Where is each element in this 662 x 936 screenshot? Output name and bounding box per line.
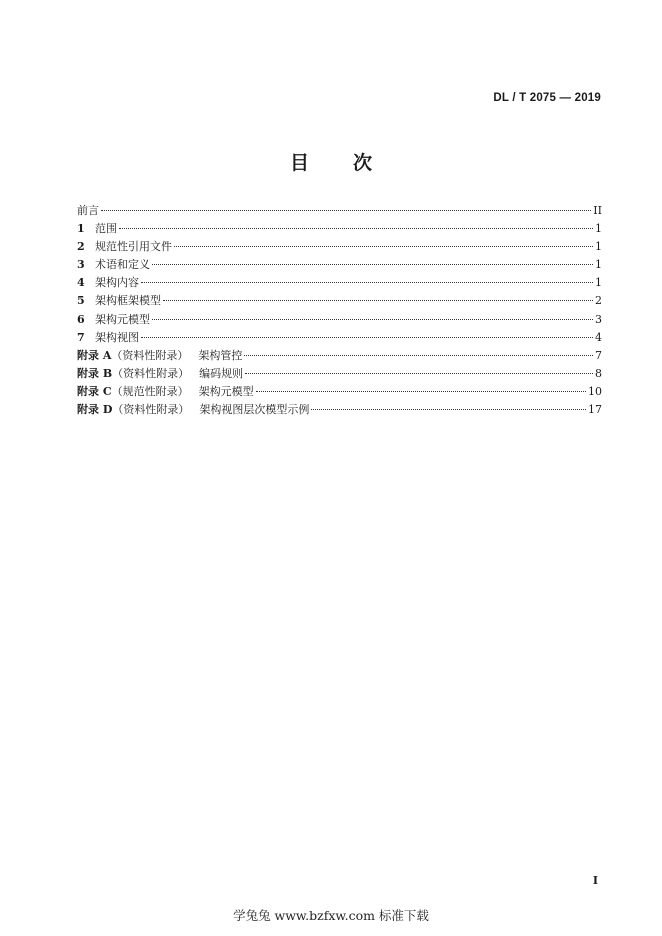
toc-entry-title: [77, 238, 172, 256]
toc-entry-label: 架构框架模型: [95, 294, 161, 308]
toc-entry-appendix-type: （资料性附录）: [112, 403, 190, 417]
toc-entry[interactable]: [77, 220, 602, 238]
toc-entry-number: 3: [77, 258, 85, 272]
toc-entry[interactable]: [77, 347, 602, 365]
toc-entry-title: [77, 292, 161, 310]
toc-entry-number: 6: [77, 312, 85, 326]
toc-entry[interactable]: [77, 401, 602, 419]
toc-entry-appendix: 附录 B: [77, 366, 113, 380]
toc-entry-appendix: 附录 D: [77, 403, 113, 417]
toc-entry-page: 1: [595, 240, 602, 254]
toc-entry-number: 1: [77, 222, 85, 236]
toc-entry-page: II: [593, 204, 602, 217]
toc-dot-leader: [152, 319, 593, 320]
toc-dot-leader: [152, 264, 593, 265]
toc-entry-page: 7: [595, 348, 602, 362]
toc-dot-leader: [256, 391, 586, 392]
toc-entry-title: [77, 401, 309, 419]
toc-entry-number: 4: [77, 276, 85, 290]
toc-entry-title: [77, 220, 117, 238]
toc-entry-appendix-type: （资料性附录）: [112, 366, 190, 380]
toc-entry-appendix: 附录 C: [77, 384, 112, 398]
toc-entry-page: 17: [588, 403, 602, 417]
toc-entry-title: [77, 383, 254, 401]
toc-dot-leader: [245, 373, 593, 374]
toc-dot-leader: [141, 282, 593, 283]
toc-entry-page: 2: [595, 294, 602, 308]
toc-entry-title: [77, 365, 243, 383]
toc-entry[interactable]: [77, 311, 602, 329]
toc-entry-label: 架构管控: [198, 348, 243, 362]
toc-entry-label: 术语和定义: [95, 258, 150, 272]
page-title: 目次: [289, 152, 416, 174]
toc-entry-page: 1: [595, 258, 602, 272]
toc-dot-leader: [174, 246, 593, 247]
toc-entry-page: 1: [595, 276, 602, 290]
toc-entry-title: [77, 202, 99, 220]
toc-entry[interactable]: [77, 256, 602, 274]
toc-entry-appendix-type: （资料性附录）: [111, 348, 189, 362]
toc-entry-label: 编码规则: [199, 366, 244, 380]
toc-entry-appendix: 附录 A: [77, 348, 112, 362]
toc-entry-label: 范围: [95, 222, 117, 236]
toc-entry-title: [77, 311, 150, 329]
watermark-text: 学兔兔 www.bzfxw.com 标准下载: [233, 908, 429, 923]
toc-entry[interactable]: [77, 365, 602, 383]
toc-entry-page: 8: [595, 366, 602, 380]
toc-entry-title: [77, 256, 150, 274]
toc-entry[interactable]: [77, 238, 602, 256]
toc-entry[interactable]: [77, 202, 602, 220]
standard-code: DL / T 2075 — 2019: [493, 92, 601, 104]
toc-dot-leader: [119, 228, 593, 229]
toc-dot-leader: [141, 337, 593, 338]
toc-entry-number: 5: [77, 294, 85, 308]
toc-entry-label: 架构内容: [95, 276, 139, 290]
toc-entry[interactable]: [77, 329, 602, 347]
toc-entry-page: 10: [588, 384, 602, 398]
toc-entry-title: [77, 274, 139, 292]
toc-entry-label: 架构元模型: [95, 312, 150, 326]
toc-entry-title: [77, 329, 139, 347]
toc-entry-label: 前言: [77, 204, 99, 217]
toc-entry-page: 1: [595, 222, 602, 236]
toc-entry-appendix-type: （规范性附录）: [111, 384, 189, 398]
toc-dot-leader: [101, 210, 591, 211]
toc-entry-label: 架构元模型: [198, 384, 254, 398]
toc-entry-page: 3: [595, 312, 602, 326]
toc-entry[interactable]: [77, 274, 602, 292]
toc-entry-label: 架构视图层次模型示例: [199, 403, 310, 417]
toc-dot-leader: [311, 409, 586, 410]
toc-dot-leader: [244, 355, 593, 356]
toc-entry[interactable]: [77, 383, 602, 401]
toc-dot-leader: [163, 300, 593, 301]
toc-entry-number: 7: [77, 330, 85, 344]
page-number: I: [592, 874, 598, 887]
toc-entry-page: 4: [595, 330, 602, 344]
toc-entry[interactable]: [77, 292, 602, 310]
toc-entry-label: 架构视图: [95, 330, 139, 344]
table-of-contents: [77, 202, 602, 419]
toc-entry-label: 规范性引用文件: [95, 240, 172, 254]
toc-entry-title: [77, 347, 242, 365]
toc-entry-number: 2: [77, 240, 85, 254]
